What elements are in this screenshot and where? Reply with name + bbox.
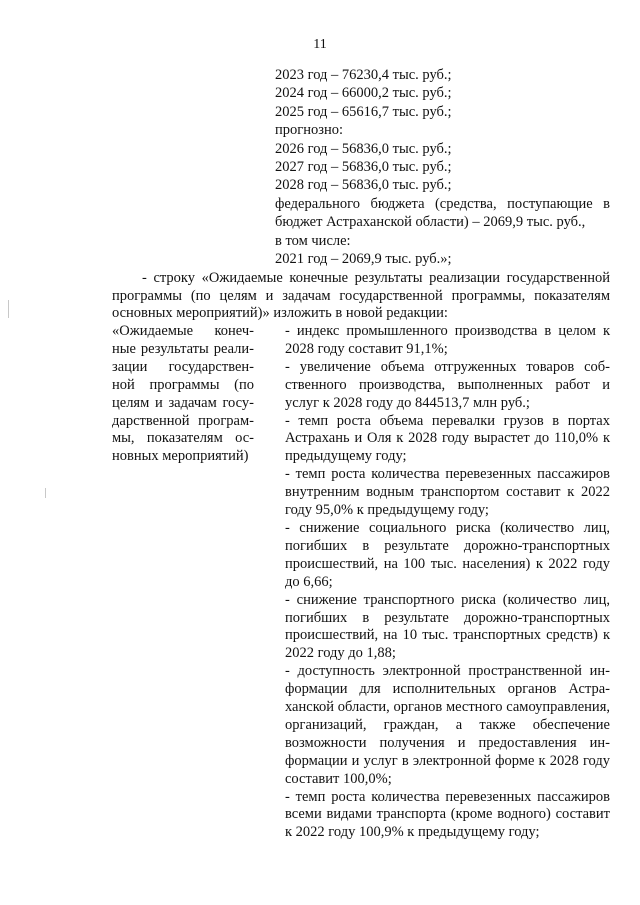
result-item: - темп роста количества перевезенных пассажиров всеми видами транспорта (кроме водного) составит к 2022 году 100,9% к предыдущему году;: [285, 788, 610, 841]
result-item: - индекс промышленного производства в целом к 2028 году составит 91,1%;: [285, 323, 610, 357]
federal-budget-line: федерального бюджета (средства, поступающие в бюджет Астраханской области) – 2069,9 тыс. руб.,: [275, 195, 610, 231]
funding-line-2026: 2026 год – 56836,0 тыс. руб.;: [275, 140, 452, 157]
funding-block: [275, 66, 610, 268]
result-item: - доступность электронной пространственной информации для исполнительных органов Астраханской области, органов местного самоуправления, организаций, граждан, а также обеспечение возможности получения и предоставления информации и услуг в электронной форме к 2028 году составит 100,0%;: [285, 663, 610, 787]
amendment-paragraph: - строку «Ожидаемые конечные результаты реализации государственной программы (по целям и задачам государственной программы, показателям основных мероприятий)» изложить в новой редакции:: [112, 270, 610, 322]
row-label: «Ожидаемые конечные результаты реализации государственной программы (по целям и задачам государственной программы, показателям основных мероприятий): [112, 323, 254, 465]
result-item: - снижение социального риска (количество лиц, погибших в результате дорожно-транспортных происшествий, на 100 тыс. населения) к 2022 году до 6,66;: [285, 519, 610, 590]
funding-line-2024: 2024 год – 66000,2 тыс. руб.;: [275, 85, 452, 102]
funding-line-2023: 2023 год – 76230,4 тыс. руб.;: [275, 67, 452, 83]
result-item: - снижение транспортного риска (количество лиц, погибших в результате дорожно-транспортных происшествий, на 10 тыс. транспортных средств) к 2022 году до 1,88;: [285, 591, 610, 662]
results-list: [285, 323, 610, 842]
in-that-number-label: в том числе:: [275, 232, 351, 249]
result-item: - темп роста количества перевезенных пассажиров внутренним водным транспортом составит к 2022 году 95,0% к предыдущему году;: [285, 466, 610, 519]
funding-line-2027: 2027 год – 56836,0 тыс. руб.;: [275, 159, 452, 176]
scan-artifact: [45, 488, 46, 498]
forecast-label: прогнозно:: [275, 122, 343, 139]
funding-line-2021: 2021 год – 2069,9 тыс. руб.»;: [275, 251, 452, 268]
scan-artifact: [8, 300, 9, 318]
result-item: - увеличение объема отгруженных товаров собственного производства, выполненных работ и услуг к 2028 году до 844513,7 млн руб.;: [285, 358, 610, 411]
funding-line-2028: 2028 год – 56836,0 тыс. руб.;: [275, 177, 452, 194]
funding-line-2025: 2025 год – 65616,7 тыс. руб.;: [275, 103, 452, 120]
page-number: 11: [313, 37, 327, 52]
result-item: - темп роста объема перевалки грузов в портах Астрахань и Оля к 2028 году вырастет до 110,0% к предыдущему году;: [285, 412, 610, 465]
